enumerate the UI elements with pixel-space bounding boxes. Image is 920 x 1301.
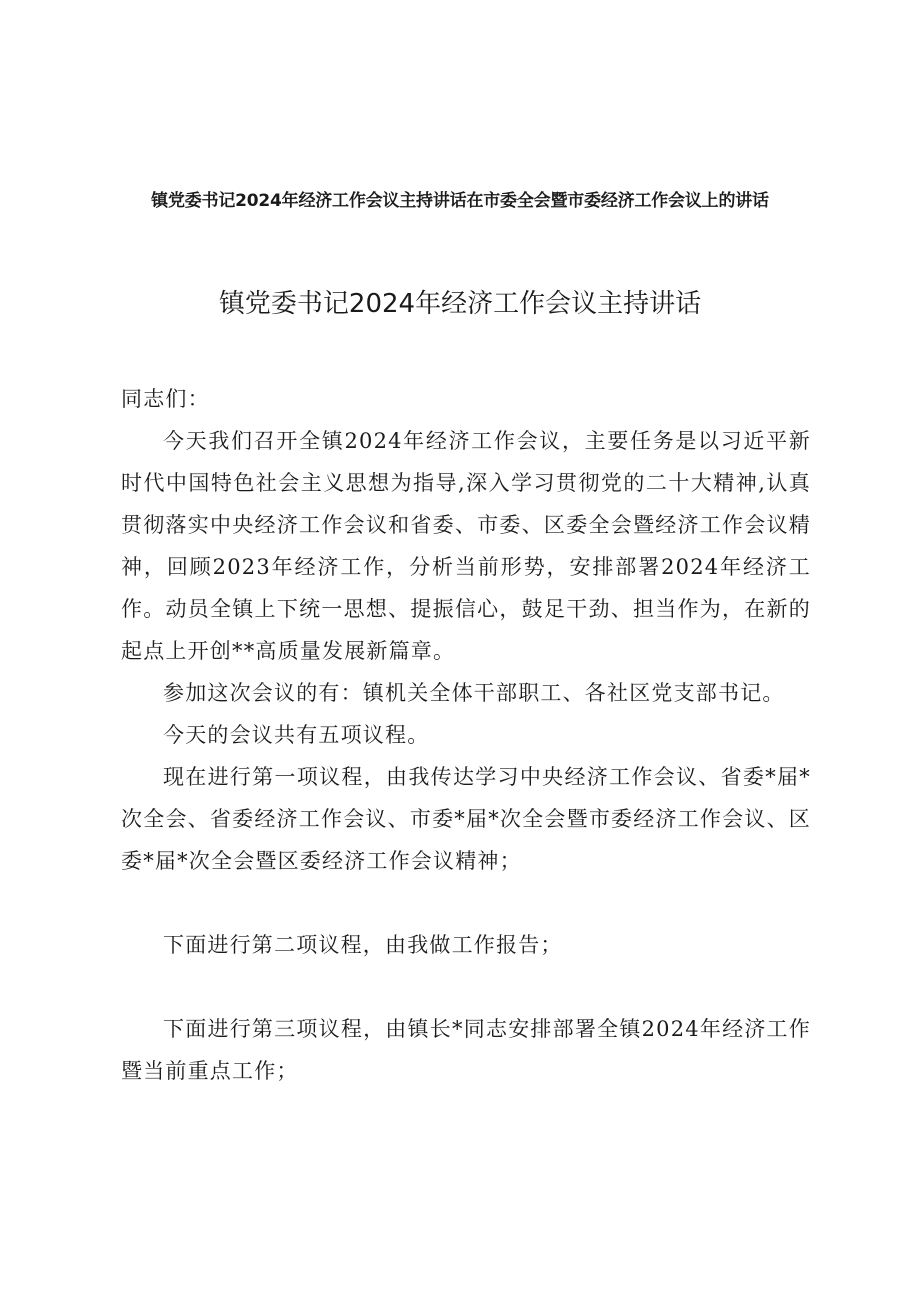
paragraph-agenda-item-1: 现在进行第一项议程，由我传达学习中央经济工作会议、省委*届*次全会、省委经济工作会议、市委*届*次全会暨市委经济工作会议、区委*届*次全会暨区委经济工作会议精神；: [121, 765, 811, 873]
document-title: 镇党委书记2024年经济工作会议主持讲话: [218, 289, 702, 319]
paragraph-agenda-count: 今天的会议共有五项议程。: [163, 723, 430, 747]
document-header: 镇党委书记2024年经济工作会议主持讲话在市委全会暨市委经济工作会议上的讲话: [151, 191, 769, 211]
document-body: [121, 378, 811, 1092]
salutation: 同志们：: [121, 387, 210, 411]
paragraph-agenda-item-3: 下面进行第三项议程，由镇长*同志安排部署全镇2024年经济工作暨当前重点工作；: [121, 1017, 811, 1083]
paragraph-opening: 今天我们召开全镇2024年经济工作会议，主要任务是以习近平新时代中国特色社会主义思想为指导,深入学习贯彻党的二十大精神,认真贯彻落实中央经济工作会议和省委、市委、区委全会暨经济工作会议精神，回顾2023年经济工作，分析当前形势，安排部署2024年经济工作。动员全镇上下统一思想、提振信心，鼓足干劲、担当作为，在新的起点上开创**高质量发展新篇章。: [121, 429, 811, 663]
paragraph-attendees: 参加这次会议的有：镇机关全体干部职工、各社区党支部书记。: [163, 681, 785, 705]
paragraph-agenda-item-2: 下面进行第二项议程，由我做工作报告；: [163, 933, 563, 957]
